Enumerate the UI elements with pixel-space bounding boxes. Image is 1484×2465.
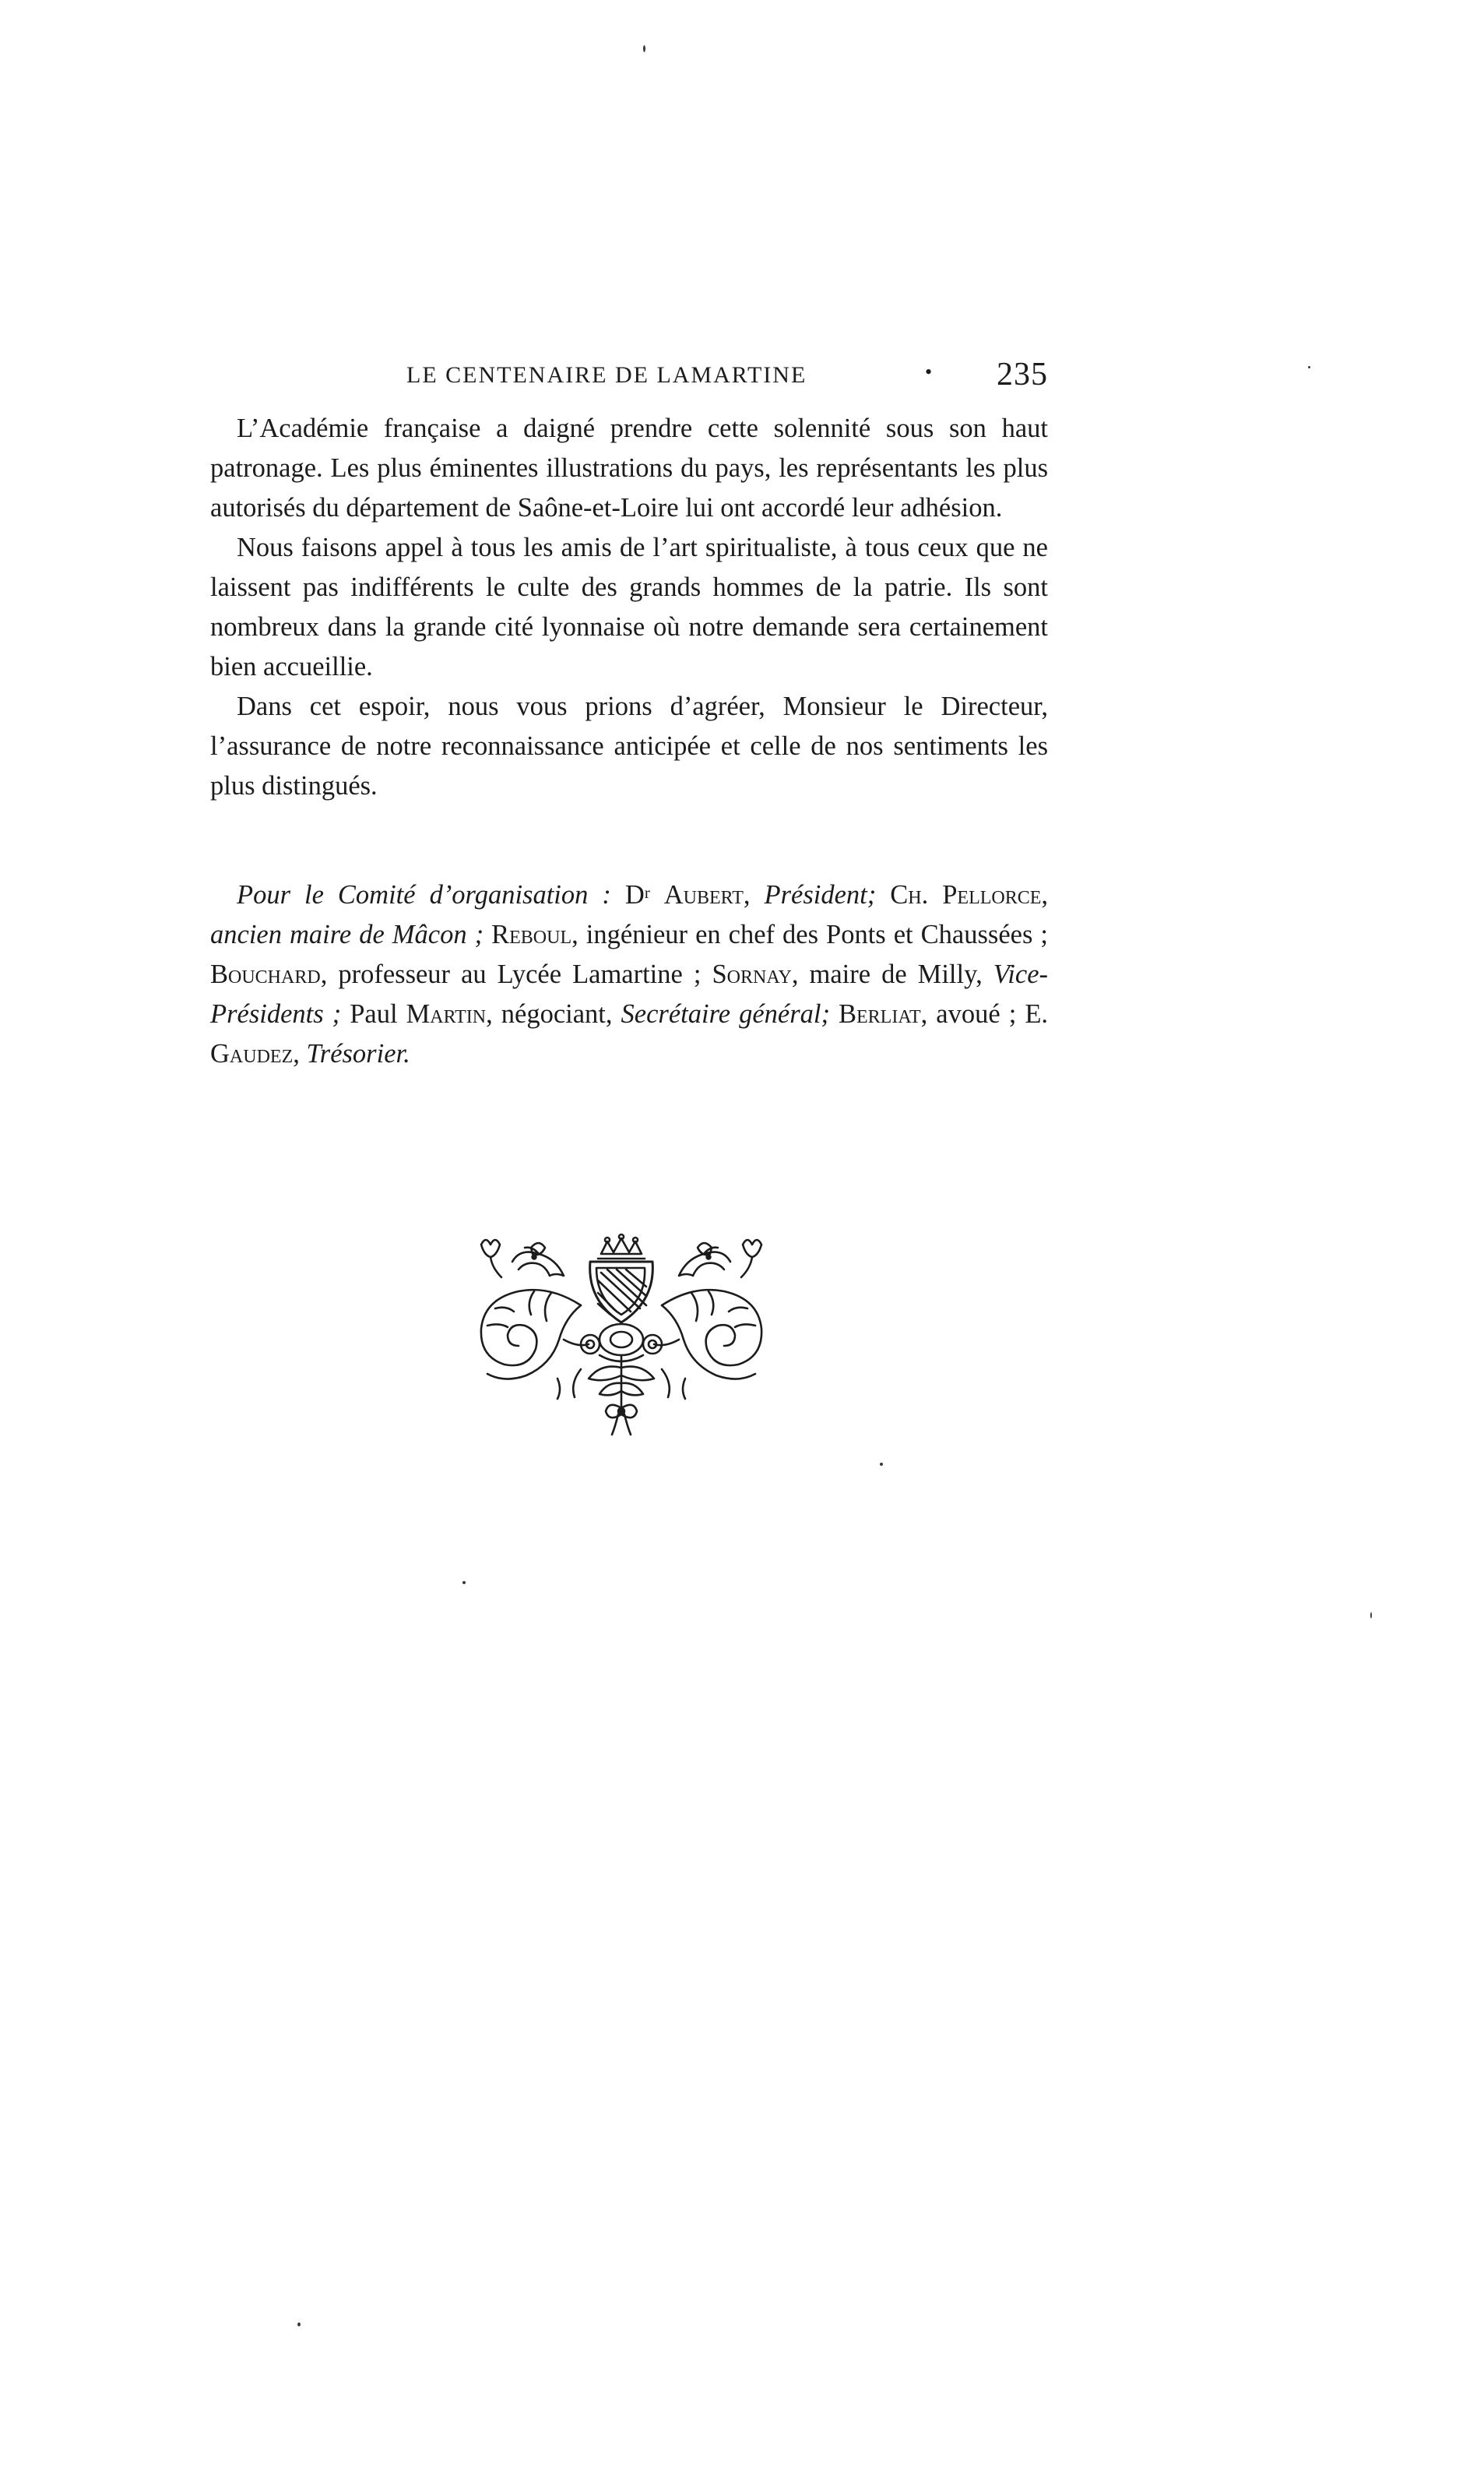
running-head <box>210 354 1048 401</box>
signatory-bouchard: Bouchard <box>210 960 321 989</box>
page-number: 235 <box>997 357 1048 393</box>
role-secretaire: Secrétaire général; <box>621 999 830 1029</box>
shield-icon <box>590 1262 653 1322</box>
paper-speck <box>1308 366 1310 368</box>
paper-speck <box>462 1581 466 1584</box>
role-martin: , négociant, <box>486 999 621 1029</box>
role-bouchard: , professeur au Lycée Lamartine ; <box>320 960 712 989</box>
paper-speck <box>297 2322 301 2326</box>
role-sornay: , maire de Milly, <box>791 960 993 989</box>
role-reboul: , ingénieur en chef des Ponts et Chaussées ; <box>571 920 1048 949</box>
tulip-right-icon <box>741 1240 761 1277</box>
doctor-title <box>625 880 650 910</box>
running-title: LE CENTENAIRE DE LAMARTINE <box>406 362 807 388</box>
body-text <box>210 409 1048 806</box>
signatory-pellorce: Ch. Pellorce, <box>890 880 1049 910</box>
signatory-berliat: Berliat <box>838 999 921 1029</box>
bird-left-icon <box>512 1248 564 1276</box>
spacer <box>650 880 664 910</box>
signatory-reboul: Reboul <box>491 920 572 949</box>
doctor-prefix: D <box>624 880 645 910</box>
scroll-right-icon <box>654 1290 761 1379</box>
bow-icon <box>606 1405 637 1435</box>
separator: , <box>293 1039 307 1069</box>
running-bullet: • <box>925 361 933 383</box>
scroll-left-icon <box>481 1290 589 1379</box>
tulip-left-icon <box>481 1240 501 1277</box>
paper-speck <box>643 45 645 52</box>
signatory-martin: Martin <box>406 999 487 1029</box>
role-vice-presidents: Vice-Présidents ; <box>210 960 1048 1029</box>
doctor-superscript: r <box>644 884 650 902</box>
separator: , <box>743 880 765 910</box>
leaf-spray-icon <box>557 1355 685 1407</box>
signatory-sornay: Sornay <box>712 960 792 989</box>
role-tresorier: Trésorier. <box>306 1039 410 1069</box>
spacer <box>876 880 890 910</box>
spacer <box>484 920 491 949</box>
paper-speck <box>1370 1612 1372 1618</box>
signatory-aubert: Aubert <box>663 880 744 910</box>
crown-icon <box>598 1234 645 1259</box>
paragraph: L’Académie française a daigné prendre cette solennité sous son haut patronage. Les plus éminentes illustrations du pays, les représentants les plus autorisés du département de Saône-et-Loire lui ont accordé leur adhésion. <box>210 414 1048 523</box>
paragraph: Dans cet espoir, nous vous prions d’agréer, Monsieur le Directeur, l’assurance de notre reconnaissance anticipée et celle de nos sentiments les plus distingués. <box>210 692 1048 801</box>
spacer <box>611 880 625 910</box>
spacer <box>830 999 839 1029</box>
bird-right-icon <box>679 1248 730 1276</box>
floral-ornament-icon <box>464 1231 779 1441</box>
paragraph: Nous faisons appel à tous les amis de l’art spiritualiste, à tous ceux que ne laissent pas indifférents le culte des grands hommes de la patrie. Ils sont nombreux dans la grande cité lyonnaise où notre demande sera certainement bien accueillie. <box>210 533 1048 681</box>
first-name-paul: Paul <box>341 999 406 1029</box>
role-ancien-maire: ancien maire de Mâcon ; <box>210 920 484 949</box>
committee-label: Pour le Comité d’organisation : <box>237 880 611 910</box>
paper-speck <box>880 1463 883 1466</box>
role-berliat: , avoué ; E. <box>920 999 1049 1029</box>
signatory-gaudez: Gaudez <box>210 1039 294 1069</box>
role-president: Président; <box>764 880 877 910</box>
signature-block <box>210 875 1048 1074</box>
